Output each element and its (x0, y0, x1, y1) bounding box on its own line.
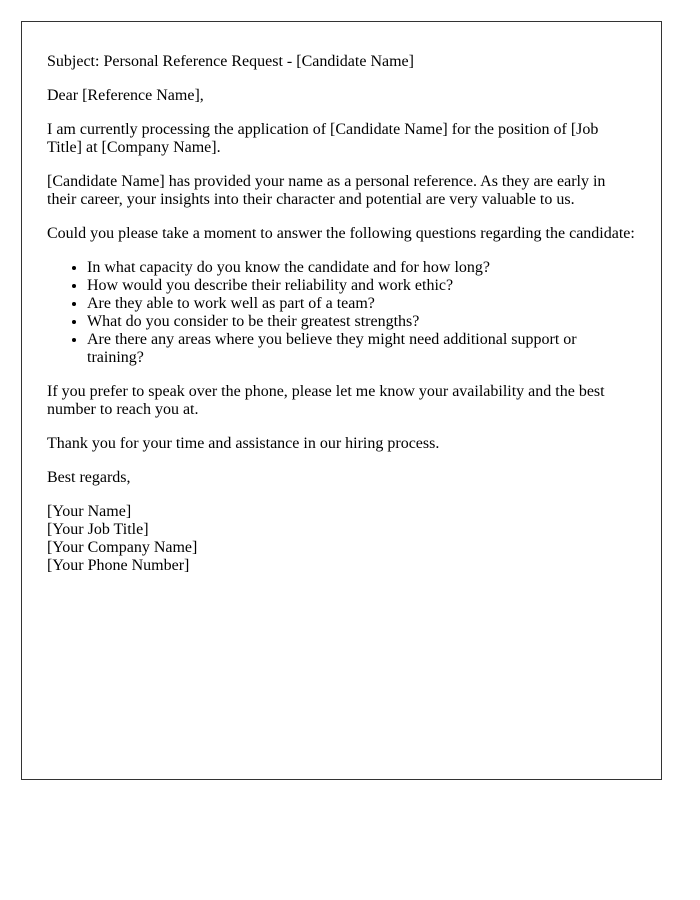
subject-line: Subject: Personal Reference Request - [Candidate Name] (47, 53, 414, 70)
closing: Best regards, (47, 469, 131, 486)
questions-list (47, 259, 636, 367)
reference-context-paragraph: [Candidate Name] has provided your name as a personal reference. As they are early in their career, your insights into their character and potential are very valuable to us. (47, 173, 606, 208)
thanks-paragraph: Thank you for your time and assistance in our hiring process. (47, 435, 440, 452)
signature-phone-number: [Your Phone Number] (47, 557, 190, 574)
question-item-reliability: • How would you describe their reliability and work ethic? (87, 277, 636, 295)
question-item-support: • Are there any areas where you believe they might need additional support or training? (87, 331, 636, 367)
question-item-strengths: • What do you consider to be their greatest strengths? (87, 313, 636, 331)
intro-paragraph: I am currently processing the application of [Candidate Name] for the position of [Job Title] at [Company Name]. (47, 121, 599, 156)
signature-block (47, 503, 636, 575)
questions-intro: Could you please take a moment to answer the following questions regarding the candidate: (47, 225, 635, 242)
phone-option-paragraph: If you prefer to speak over the phone, please let me know your availability and the best number to reach you at. (47, 383, 605, 418)
question-item-capacity: • In what capacity do you know the candidate and for how long? (87, 259, 636, 277)
signature-company-name: [Your Company Name] (47, 539, 198, 556)
question-item-teamwork: • Are they able to work well as part of a team? (87, 295, 636, 313)
signature-name: [Your Name] (47, 503, 132, 520)
greeting: Dear [Reference Name], (47, 87, 204, 104)
signature-job-title: [Your Job Title] (47, 521, 149, 538)
letter-document (21, 21, 662, 780)
